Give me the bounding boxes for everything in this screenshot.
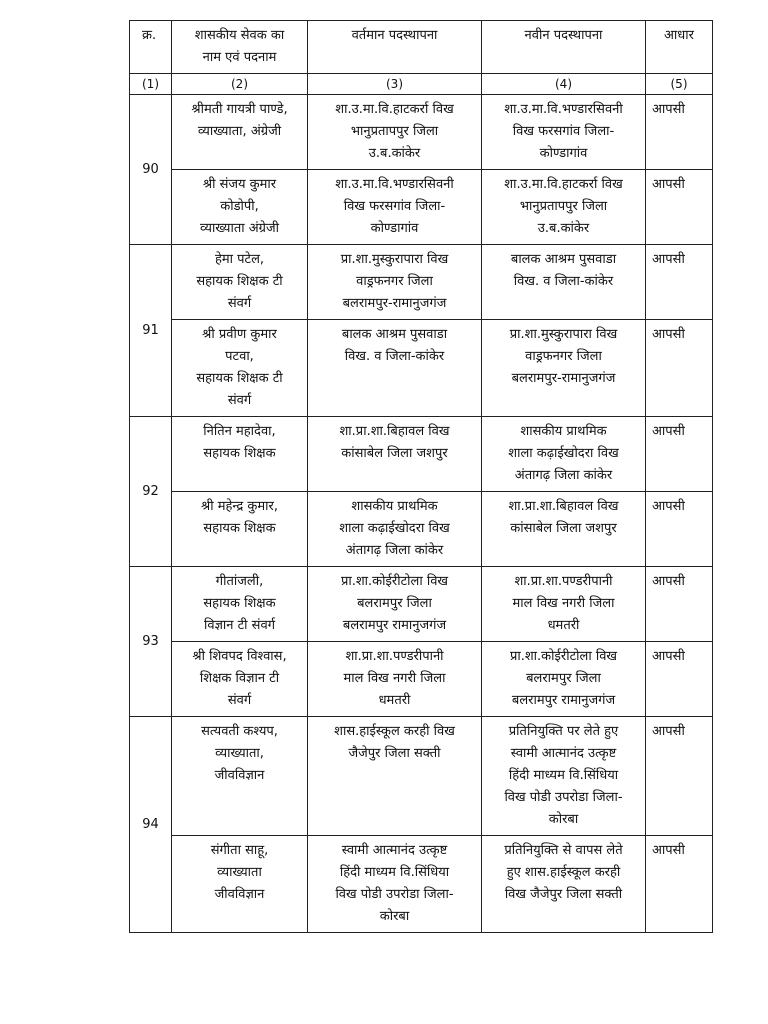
employee-name-designation: श्री प्रवीण कुमार पटवा, सहायक शिक्षक टी संवर्ग [172,320,308,417]
employee-name-designation: श्री संजय कुमार कोडोपी, व्याख्याता अंग्रेजी [172,170,308,245]
transfer-basis: आपसी [646,836,713,933]
serial-number: 90 [130,95,172,245]
column-number: (2) [172,74,308,95]
table-row [130,95,713,170]
employee-name-designation: श्री महेन्द्र कुमार, सहायक शिक्षक [172,492,308,567]
header-serial: क्र. [130,21,172,74]
table-row [130,417,713,492]
current-posting: प्रा.शा.कोईरीटोला विख बलरामपुर जिला बलरामपुर रामानुजगंज [308,567,482,642]
transfer-basis: आपसी [646,245,713,320]
new-posting: बालक आश्रम पुसवाडा विख. व जिला-कांकेर [482,245,646,320]
table-row [130,836,713,933]
serial-number: 92 [130,417,172,567]
table-row [130,320,713,417]
new-posting: प्रतिनियुक्ति से वापस लेते हुए शास.हाईस्कूल करही विख जैजेपुर जिला सक्ती [482,836,646,933]
transfer-basis: आपसी [646,320,713,417]
new-posting: प्रा.शा.मुस्कुरापारा विख वाड्रफनगर जिला बलरामपुर-रामानुजगंज [482,320,646,417]
current-posting: शा.उ.मा.वि.भण्डारसिवनी विख फरसगांव जिला- कोण्डागांव [308,170,482,245]
column-number-row [130,74,713,95]
current-posting: शा.प्रा.शा.पण्डरीपानी माल विख नगरी जिला धमतरी [308,642,482,717]
new-posting: शा.उ.मा.वि.भण्डारसिवनी विख फरसगांव जिला- कोण्डागांव [482,95,646,170]
transfer-table [129,20,713,933]
current-posting: बालक आश्रम पुसवाडा विख. व जिला-कांकेर [308,320,482,417]
employee-name-designation: नितिन महादेवा, सहायक शिक्षक [172,417,308,492]
serial-number: 91 [130,245,172,417]
table-row [130,245,713,320]
new-posting: प्रा.शा.कोईरीटोला विख बलरामपुर जिला बलरामपुर रामानुजगंज [482,642,646,717]
current-posting: शा.प्रा.शा.बिहावल विख कांसाबेल जिला जशपुर [308,417,482,492]
current-posting: शा.उ.मा.वि.हाटकर्रा विख भानुप्रतापपुर जिला उ.ब.कांकेर [308,95,482,170]
header-row [130,21,713,74]
new-posting: शा.उ.मा.वि.हाटकर्रा विख भानुप्रतापपुर जिला उ.ब.कांकेर [482,170,646,245]
transfer-basis: आपसी [646,567,713,642]
header-name-designation: शासकीय सेवक का नाम एवं पदनाम [172,21,308,74]
table-row [130,717,713,836]
serial-number: 93 [130,567,172,717]
current-posting: शासकीय प्राथमिक शाला कढ़ाईखोदरा विख अंतागढ़ जिला कांकेर [308,492,482,567]
column-number: (1) [130,74,172,95]
new-posting: शा.प्रा.शा.बिहावल विख कांसाबेल जिला जशपुर [482,492,646,567]
transfer-basis: आपसी [646,492,713,567]
employee-name-designation: संगीता साहू, व्याख्याता जीवविज्ञान [172,836,308,933]
header-current-posting: वर्तमान पदस्थापना [308,21,482,74]
table-row [130,642,713,717]
column-number: (4) [482,74,646,95]
header-new-posting: नवीन पदस्थापना [482,21,646,74]
current-posting: प्रा.शा.मुस्कुरापारा विख वाड्रफनगर जिला बलरामपुर-रामानुजगंज [308,245,482,320]
table-header [130,21,713,95]
column-number: (5) [646,74,713,95]
serial-number: 94 [130,717,172,933]
transfer-basis: आपसी [646,417,713,492]
current-posting: स्वामी आत्मानंद उत्कृष्ट हिंदी माध्यम वि.सिंधिया विख पोडी उपरोडा जिला- कोरबा [308,836,482,933]
employee-name-designation: हेमा पटेल, सहायक शिक्षक टी संवर्ग [172,245,308,320]
employee-name-designation: गीतांजली, सहायक शिक्षक विज्ञान टी संवर्ग [172,567,308,642]
employee-name-designation: श्रीमती गायत्री पाण्डे, व्याख्याता, अंग्रेजी [172,95,308,170]
transfer-basis: आपसी [646,717,713,836]
table-row [130,492,713,567]
table-body [130,95,713,933]
column-number: (3) [308,74,482,95]
new-posting: प्रतिनियुक्ति पर लेते हुए स्वामी आत्मानंद उत्कृष्ट हिंदी माध्यम वि.सिंधिया विख पोडी उपरोडा जिला- कोरबा [482,717,646,836]
employee-name-designation: सत्यवती कश्यप, व्याख्याता, जीवविज्ञान [172,717,308,836]
header-basis: आधार [646,21,713,74]
new-posting: शा.प्रा.शा.पण्डरीपानी माल विख नगरी जिला धमतरी [482,567,646,642]
current-posting: शास.हाईस्कूल करही विख जैजेपुर जिला सक्ती [308,717,482,836]
employee-name-designation: श्री शिवपद विश्वास, शिक्षक विज्ञान टी संवर्ग [172,642,308,717]
table-row [130,170,713,245]
new-posting: शासकीय प्राथमिक शाला कढ़ाईखोदरा विख अंतागढ़ जिला कांकेर [482,417,646,492]
table-row [130,567,713,642]
transfer-basis: आपसी [646,170,713,245]
transfer-basis: आपसी [646,642,713,717]
transfer-basis: आपसी [646,95,713,170]
